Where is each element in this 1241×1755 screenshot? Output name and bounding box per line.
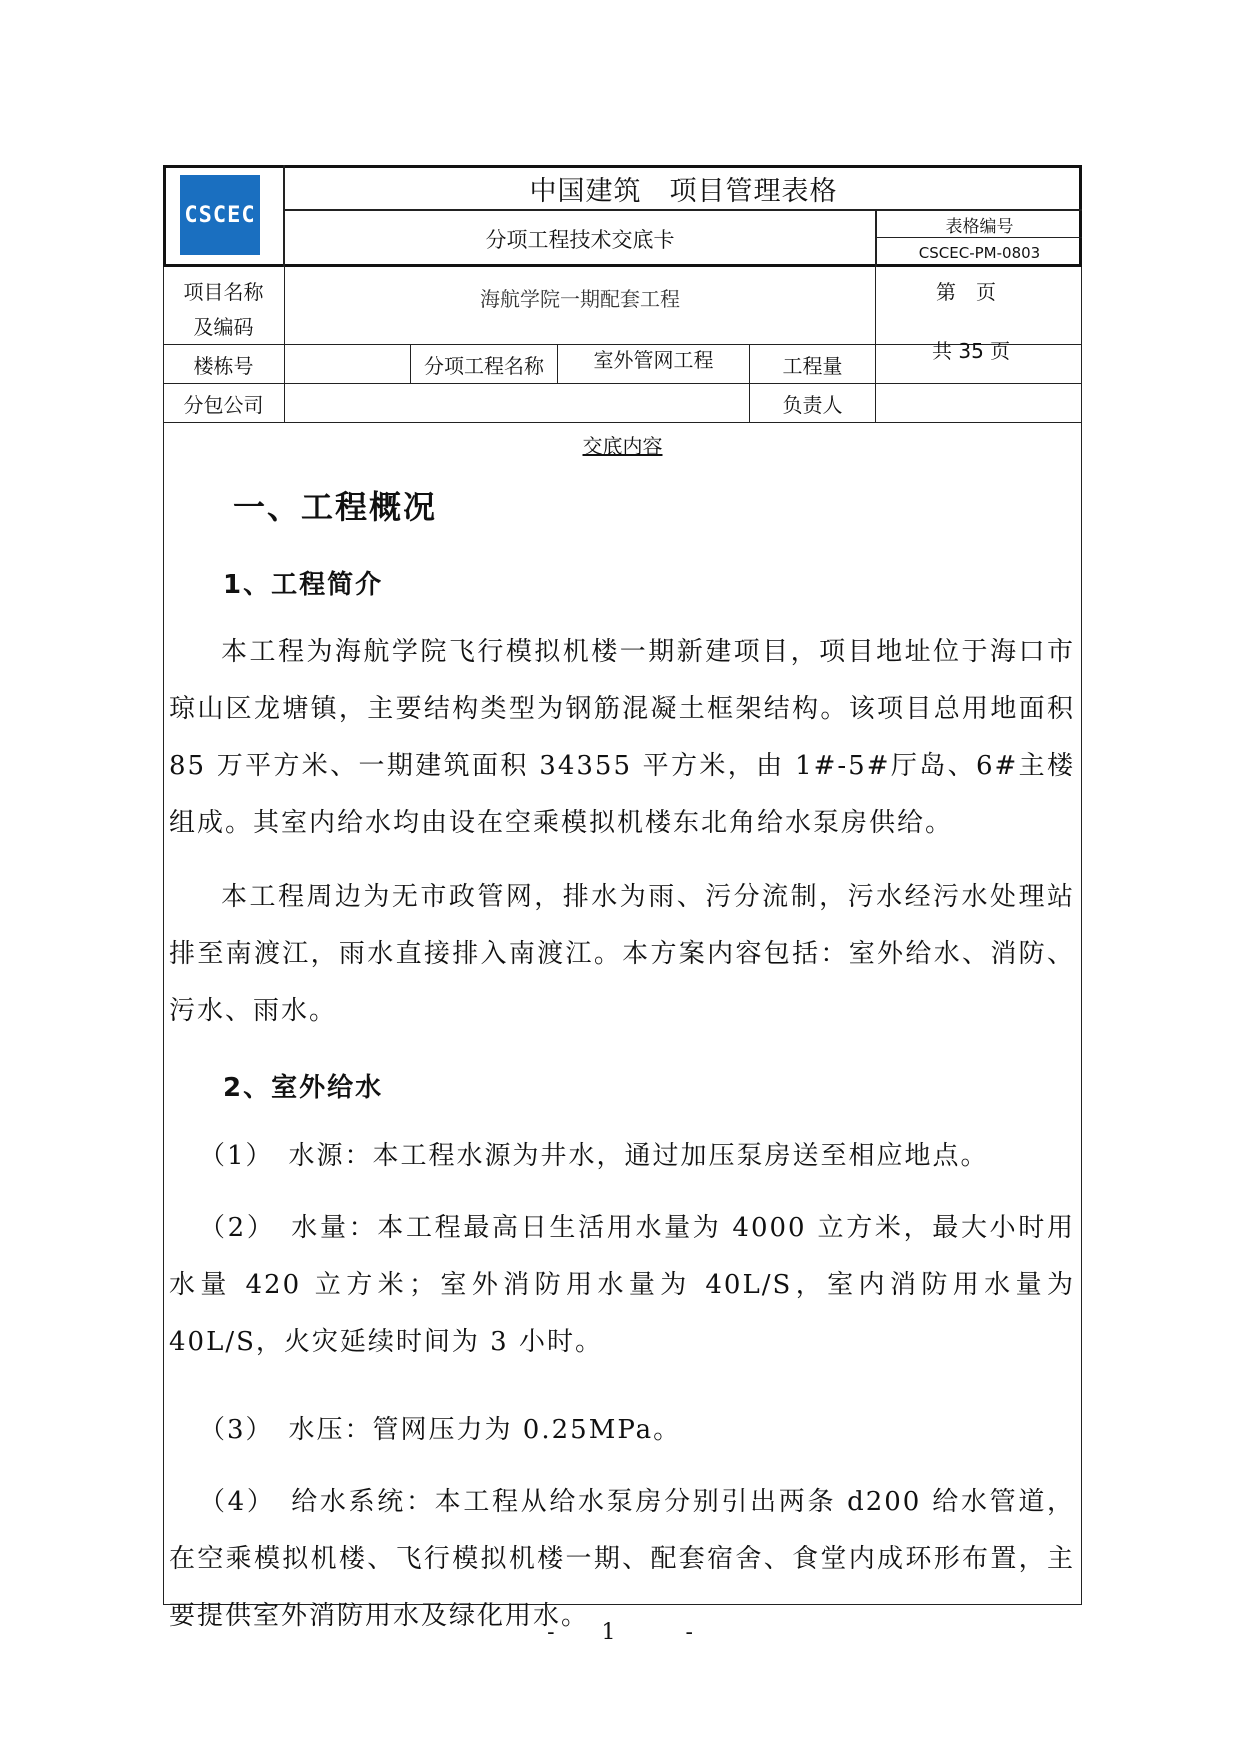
subitem-label: 分项工程名称 xyxy=(424,354,544,378)
project-name: 海航学院一期配套工程 xyxy=(480,286,680,311)
form-no: CSCEC-PM-0803 xyxy=(918,243,1041,262)
item-water-system: （4） 给水系统：本工程从给水泵房分别引出两条 d200 给水管道，在空乘模拟机楼、飞行模拟机楼一期、配套宿舍、食堂内成环形布置，主要提供室外消防用水及绿化用水。 xyxy=(169,1487,1075,1631)
info-hline-2 xyxy=(163,383,1082,384)
subcontractor-label: 分包公司 xyxy=(183,393,264,417)
responsible-label: 负责人 xyxy=(782,393,843,417)
cscec-logo-text: CSCEC xyxy=(184,202,256,228)
subsection-heading-water-supply: 2、室外给水 xyxy=(223,1073,384,1103)
building-value xyxy=(285,346,410,383)
item-water-quantity: （2） 水量：本工程最高日生活用水量为 4000 立方米，最大小时用水量 420 立方米；室外消防用水量为 40L/S，室内消防用水量为 40L/S，火灾延续时间为 3 小时。 xyxy=(169,1213,1075,1357)
content-title: 交底内容 xyxy=(582,434,663,458)
paragraph-intro: 本工程为海航学院飞行模拟机楼一期新建项目，项目地址位于海口市琼山区龙塘镇，主要结构类型为钢筋混凝土框架结构。该项目总用地面积 85 万平方米、一期建筑面积 34355 平方米，由 1#-5#厅岛、6#主楼组成。其室内给水均由设在空乘模拟机楼东北角给水泵房供给。 xyxy=(169,637,1075,838)
page-label: 第 页 xyxy=(936,279,996,304)
form-name: 分项工程技术交底卡 xyxy=(485,228,675,252)
page-number: - 1 - xyxy=(547,1620,694,1645)
total-pages-clip xyxy=(876,308,1082,363)
item-water-pressure: （3） 水压：管网压力为 0.25MPa。 xyxy=(199,1415,682,1445)
cscec-logo xyxy=(180,175,260,255)
item-water-source: （1） 水源：本工程水源为井水，通过加压泵房送至相应地点。 xyxy=(199,1141,989,1171)
building-label: 楼栋号 xyxy=(193,354,254,378)
project-label-line2: 及编码 xyxy=(193,314,254,339)
quantity-label: 工程量 xyxy=(782,354,843,378)
briefing-content xyxy=(163,422,1082,1631)
subsection-heading-intro: 1、工程简介 xyxy=(223,570,384,600)
total-pages: 共 35 页 xyxy=(932,338,1011,363)
quantity-value xyxy=(876,346,1082,383)
subitem-value: 室外管网工程 xyxy=(593,347,714,372)
project-label-line1: 项目名称 xyxy=(183,279,264,304)
form-no-label: 表格编号 xyxy=(945,216,1014,237)
company-title: 中国建筑 项目管理表格 xyxy=(529,176,838,207)
subcontractor-value xyxy=(285,385,749,422)
section-heading-overview: 一、工程概况 xyxy=(233,488,438,526)
responsible-value xyxy=(876,385,1082,422)
paragraph-drainage: 本工程周边为无市政管网，排水为雨、污分流制，污水经污水处理站排至南渡江，雨水直接排入南渡江。本方案内容包括：室外给水、消防、污水、雨水。 xyxy=(169,882,1075,1026)
